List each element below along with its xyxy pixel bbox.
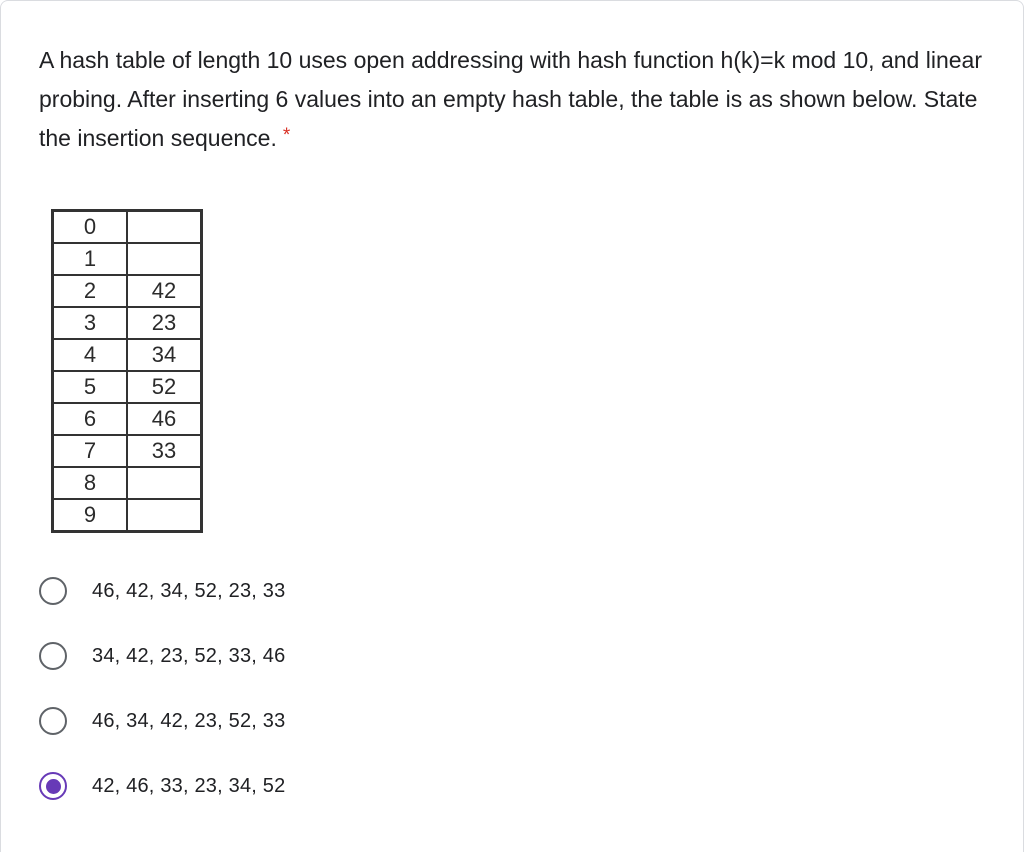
slot-index: 6 [53,403,128,435]
slot-index: 2 [53,275,128,307]
option-1[interactable] [39,569,285,613]
table-row [53,243,202,275]
slot-index: 9 [53,499,128,532]
radio-button-4[interactable] [39,772,67,800]
slot-value [127,211,202,244]
table-row [53,211,202,244]
slot-value [127,467,202,499]
slot-value [127,243,202,275]
slot-index: 4 [53,339,128,371]
table-row [53,371,202,403]
slot-value: 42 [127,275,202,307]
question-text: A hash table of length 10 uses open addressing with hash function h(k)=k mod 10, and linear probing. After inserting 6 values into an empty hash table, the table is as shown below. State the insertion sequence. [39,47,982,151]
table-row [53,467,202,499]
slot-value: 52 [127,371,202,403]
slot-index: 8 [53,467,128,499]
option-3[interactable] [39,699,285,743]
hash-table-figure [51,209,203,542]
option-4[interactable] [39,764,285,808]
option-2[interactable] [39,634,285,678]
option-label-3: 46, 34, 42, 23, 52, 33 [92,709,286,732]
option-label-2: 34, 42, 23, 52, 33, 46 [92,644,286,667]
slot-index: 3 [53,307,128,339]
radio-button-2[interactable] [39,642,67,670]
slot-value: 33 [127,435,202,467]
slot-index: 0 [53,211,128,244]
option-label-4: 42, 46, 33, 23, 34, 52 [92,774,286,797]
table-row [53,339,202,371]
slot-value: 46 [127,403,202,435]
required-asterisk: * [282,125,291,146]
slot-index: 7 [53,435,128,467]
table-row [53,435,202,467]
table-row [53,275,202,307]
slot-index: 5 [53,371,128,403]
table-row [53,499,202,532]
answer-options [39,569,285,829]
hash-table [51,209,203,533]
radio-button-3[interactable] [39,707,67,735]
slot-value: 34 [127,339,202,371]
table-row [53,403,202,435]
slot-index: 1 [53,243,128,275]
slot-value [127,499,202,532]
question-title [39,41,999,160]
table-row [53,307,202,339]
option-label-1: 46, 42, 34, 52, 23, 33 [92,579,286,602]
radio-button-1[interactable] [39,577,67,605]
slot-value: 23 [127,307,202,339]
